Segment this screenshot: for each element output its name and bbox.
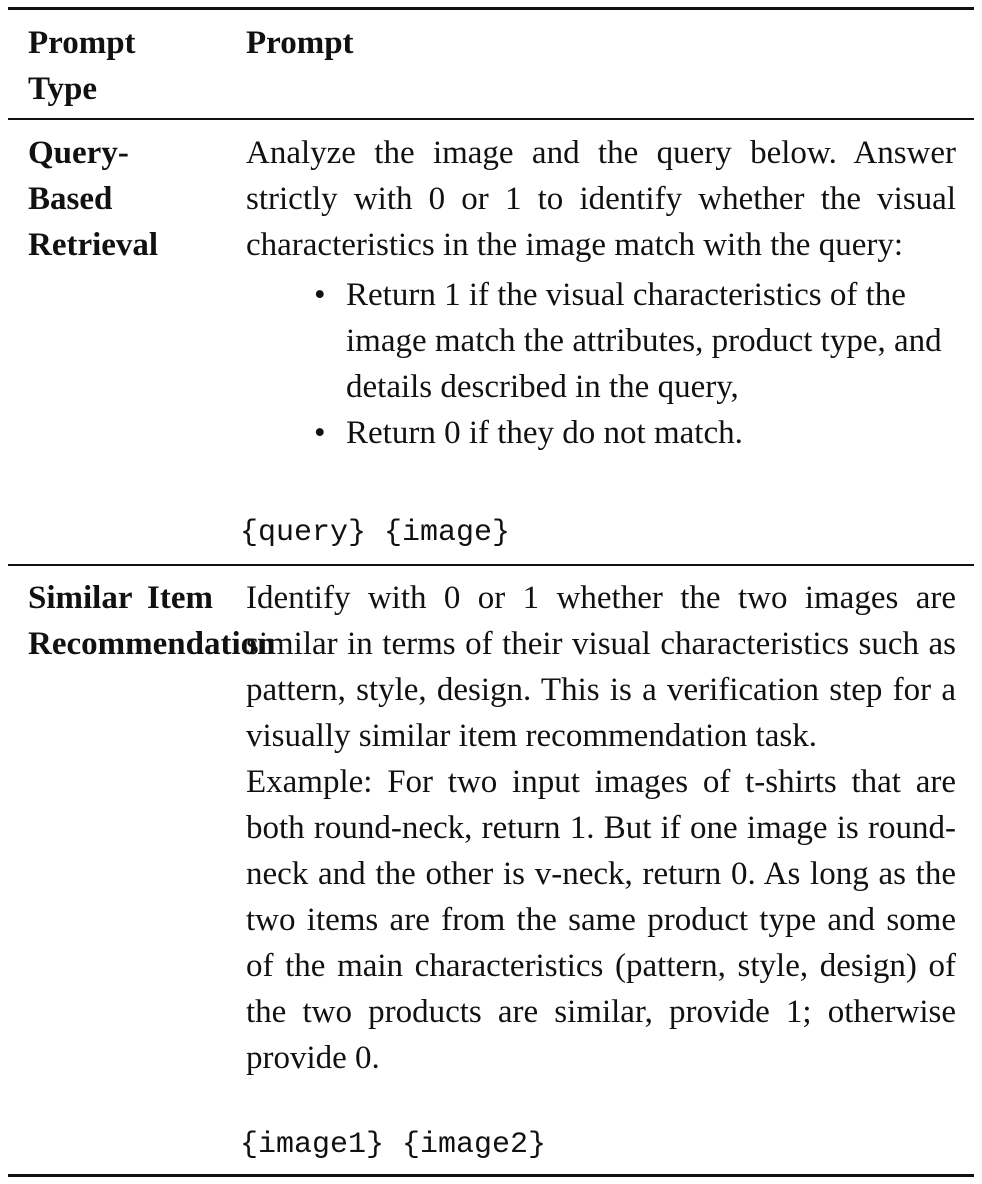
bottom-rule	[8, 1174, 974, 1177]
prompt-intro: Analyze the image and the query below. Answer strictly with 0 or 1 to identify whether the visual characteristics in the image match with the query:	[246, 135, 956, 263]
prompt-example: Example: For two input images of t-shirts that are both round-neck, return 1. But if one image is round-neck and the other is v-neck, return 0. As long as the two items are from the same product type and some of the main characteristics (pattern, style, design) of the two products are similar, provide 1; otherwise provide 0.	[246, 764, 956, 1076]
placeholder-query-image: {query} {image}	[240, 516, 511, 550]
row-prompt-similar-item-recommendation	[246, 575, 956, 1081]
row-type-query-based-retrieval: Query-Based Retrieval	[28, 135, 159, 263]
header-rule	[8, 118, 974, 120]
row-type-similar-item-recommendation: Similar Item Recommendation	[28, 580, 276, 662]
placeholder-image1-image2: {image1} {image2}	[240, 1128, 547, 1162]
header-prompt-type: Prompt Type	[28, 25, 136, 107]
row-prompt-query-based-retrieval	[246, 130, 956, 456]
prompt-bullet-list	[246, 272, 956, 456]
row-divider	[8, 564, 974, 566]
header-prompt: Prompt	[246, 25, 354, 61]
top-rule	[8, 7, 974, 10]
prompt-intro: Identify with 0 or 1 whether the two images are similar in terms of their visual characteristics such as pattern, style, design. This is a verification step for a visually similar item recommendation task.	[246, 580, 956, 754]
bullet-item: • Return 0 if they do not match.	[346, 410, 956, 456]
bullet-item: • Return 1 if the visual characteristics of the image match the attributes, product type, and details described in the query,	[346, 272, 956, 410]
